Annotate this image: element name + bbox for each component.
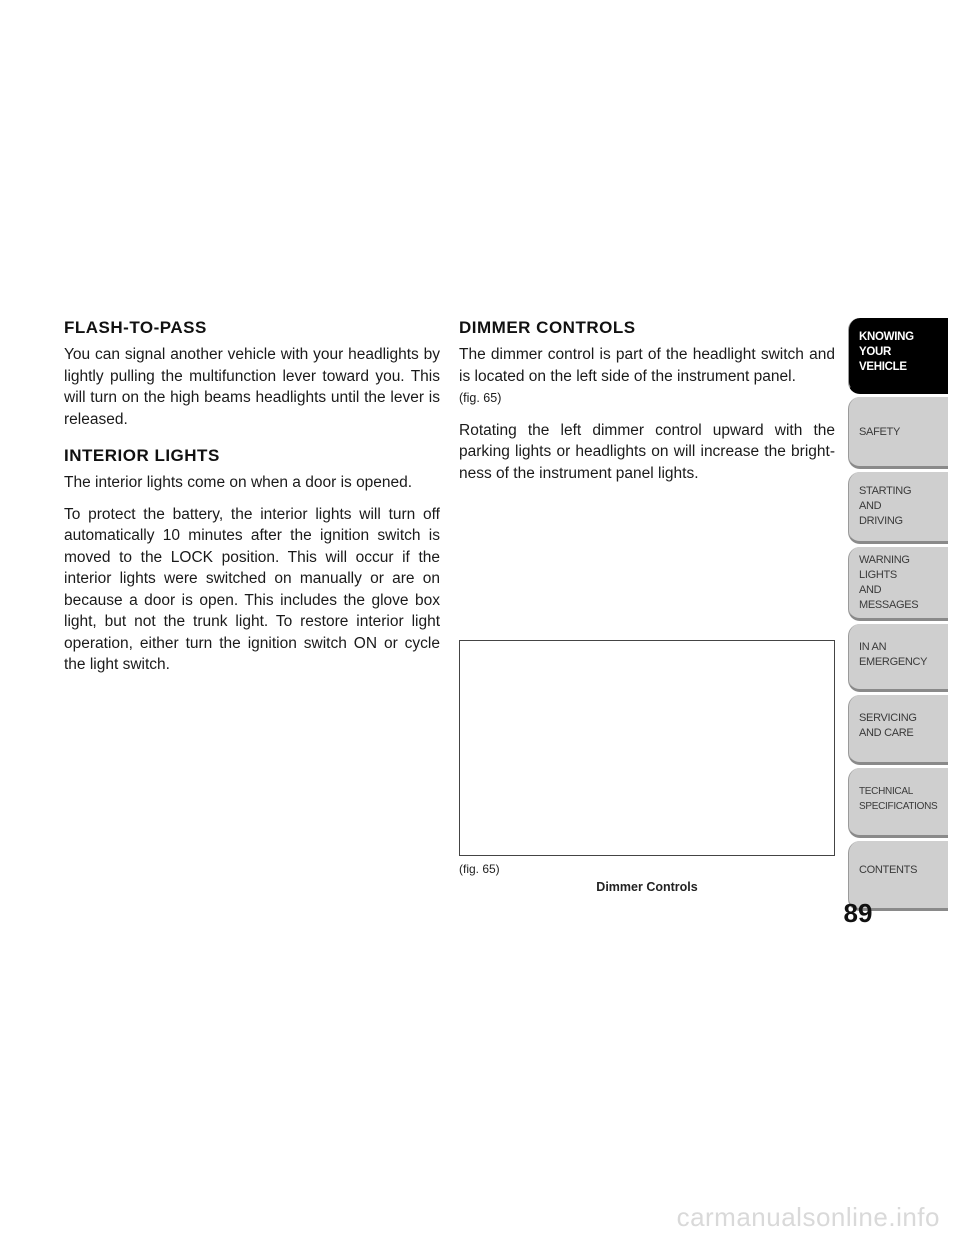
tab-label: TECHNICAL SPECIFICATIONS	[859, 786, 938, 812]
tab-label: IN AN EMERGENCY	[859, 641, 928, 668]
flash-to-pass-paragraph: You can signal another vehicle with your headlights by lightly pulling the multifunction lever toward you. This will turn on the high beams headlights until the lever is released.	[64, 346, 440, 428]
tab-knowing-your-vehicle[interactable]	[848, 318, 948, 394]
tab-label: SERVICING AND CARE	[859, 712, 917, 739]
interior-lights-paragraph-1: The interior lights come on when a door is opened.	[64, 474, 413, 491]
tab-label: CONTENTS	[859, 864, 918, 876]
figure-reference[interactable]: (fig. 65)	[459, 391, 502, 405]
figure-65-frame	[459, 640, 835, 856]
section-tabs	[848, 318, 948, 914]
right-column	[459, 318, 835, 494]
tab-label: KNOWING YOUR VEHICLE	[859, 331, 914, 373]
dimmer-controls-paragraph-1	[459, 344, 835, 410]
dimmer-controls-heading: DIMMER CONTROLS	[459, 318, 636, 337]
dimmer-paragraph-1-text: The dimmer control is part of the headlight switch and is located on the left side of the instrument panel.	[459, 346, 835, 385]
figure-number: (fig. 65)	[459, 862, 500, 876]
left-column	[64, 318, 440, 686]
tab-in-an-emergency[interactable]	[848, 624, 948, 692]
tab-label: SAFETY	[859, 426, 900, 438]
flash-to-pass-heading: FLASH-TO-PASS	[64, 318, 207, 337]
dimmer-controls-paragraph-2: Rotating the left dimmer control upward with the parking lights or headlights on will increase the bright-ness of the instrument panel lights.	[459, 421, 835, 482]
tab-technical-specifications[interactable]	[848, 768, 948, 838]
figure-caption: Dimmer Controls	[596, 880, 698, 894]
tab-warning-lights-and-messages[interactable]	[848, 547, 948, 621]
tab-label: WARNING LIGHTS AND MESSAGES	[859, 554, 919, 611]
tab-starting-and-driving[interactable]	[848, 472, 948, 544]
tab-servicing-and-care[interactable]	[848, 695, 948, 765]
watermark: carmanualsonline.info	[676, 1202, 940, 1232]
tab-label: STARTING AND DRIVING	[859, 485, 912, 527]
interior-lights-heading: INTERIOR LIGHTS	[64, 446, 220, 465]
interior-lights-paragraph-2: To protect the battery, the interior lights will turn off automatically 10 minutes after the ignition switch is moved to the LOCK position. This will occur if the interior lights were switched on manually or are on because a door is open. This includes the glove box light, but not the trunk light. To restore interior light operation, either turn the ignition switch ON or cycle the light switch.	[64, 505, 440, 673]
page-number: 89	[843, 898, 873, 928]
tab-safety[interactable]	[848, 397, 948, 469]
